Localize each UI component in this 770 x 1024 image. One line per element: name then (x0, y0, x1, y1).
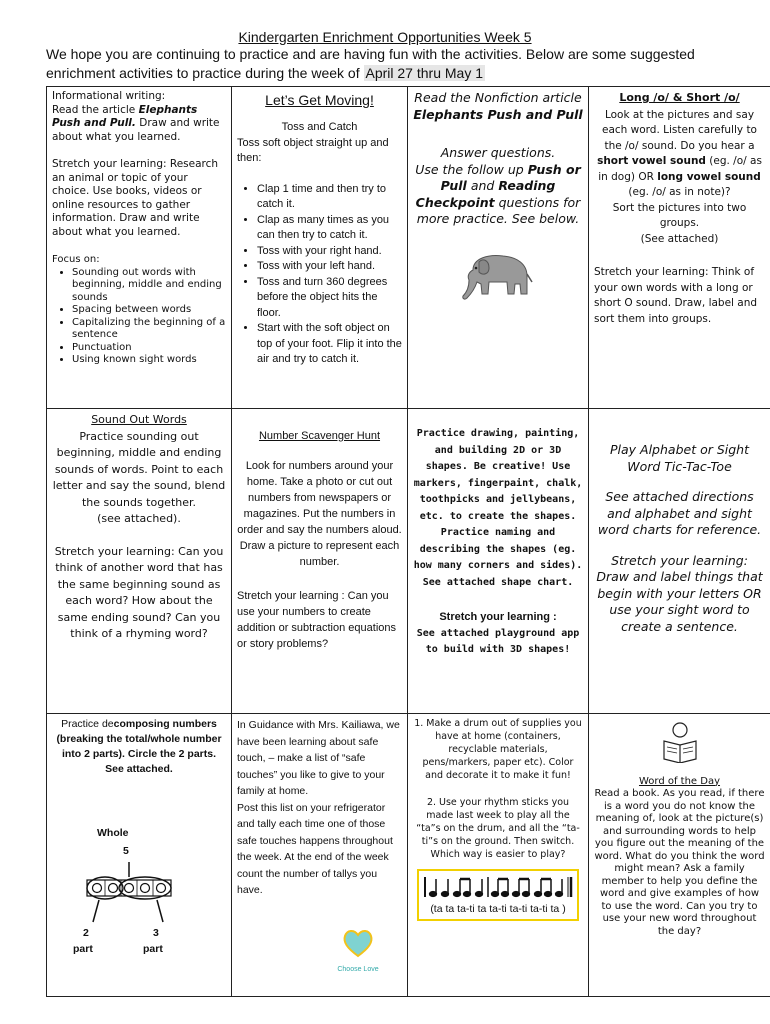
example-note: (eg. /o/ as in note)? (628, 186, 731, 198)
short-vowel-sound: short vowel sound (597, 155, 706, 167)
decomposing-see-attached: See attached. (105, 763, 173, 775)
follow-up-text (413, 162, 583, 228)
sound-out-attached: (see attached). (97, 512, 181, 525)
logo-text: Choose Love (337, 965, 379, 973)
cell-informational-writing (47, 87, 232, 409)
part-a-value: 2 (83, 927, 89, 939)
tic-tac-toe-heading: Play Alphabet or Sight Word Tic-Tac-Toe (609, 442, 749, 474)
read-article-text: Read the article (52, 103, 136, 116)
cell-long-short-o (589, 87, 770, 409)
decomposing-text (52, 717, 226, 762)
scavenger-heading: Number Scavenger Hunt (258, 430, 381, 442)
reading-checkpoint: Reading Checkpoint (415, 178, 556, 210)
see-attached-sort: (See attached) (640, 232, 719, 245)
counter-dot (125, 884, 134, 893)
cell-shapes (408, 409, 589, 714)
rhythm-box (417, 869, 579, 921)
sort-text: Sort the pictures into two groups. (612, 201, 747, 229)
more-practice: questions for more practice. See below. (416, 194, 581, 226)
listen-text: Look at the pictures and say each word. Listen carefully to the /o/ sound. Do you hear a (602, 108, 757, 152)
focus-item: • Spacing between words (72, 304, 226, 317)
toss-intro: Toss soft object straight up and then: (237, 136, 389, 164)
guidance-body-2: Post this list on your refrigerator and tally each time one of those safe touches happens throughout the week. At the end of the week count the number of tallys you have. (237, 801, 393, 896)
toss-item: • Clap as many times as you can then try to catch it. (257, 213, 402, 244)
drum-step-2: 2. Use your rhythm sticks you made last week to play all the “ta”s on the drum, and all the “ta-ti”s on the ground. Then switch. Which way is easier to play? (416, 797, 580, 860)
moving-heading: Let’s Get Moving! (265, 92, 374, 108)
toss-item: • Clap 1 time and then try to catch it. (257, 182, 402, 213)
focus-list (52, 267, 226, 367)
heart-icon (341, 926, 375, 960)
cell-number-scavenger-hunt (232, 409, 408, 714)
word-of-day-body: Read a book. As you read, if there is a word you do not know the meaning of, look at the picture(s) and surrounding words to help you figure out the meaning of the word. What do you think the word might mean? Ask a family member to help you define the word and give examples of how to use the word. Can you try to use your new word throughout the day? (594, 788, 765, 937)
stretch-scavenger: Stretch your learning : Can you use your numbers to create addition or subtraction equations or story problems? (237, 590, 396, 650)
long-vowel-sound: long vowel sound (657, 170, 761, 183)
toss-catch-heading: Toss and Catch (281, 121, 358, 133)
article-instructions (52, 104, 226, 145)
toss-item: • Toss with your right hand. (257, 244, 402, 260)
composing-text: composing numbers (breaking the total/whole number into 2 parts). Circle the 2 parts. (56, 718, 222, 760)
nonfiction-article-title: Elephants Push and Pull (413, 106, 583, 122)
focus-item: • Sounding out words with beginning, middle and ending sounds (72, 267, 226, 305)
dot-frame (87, 880, 171, 896)
sound-out-heading: Sound Out Words (91, 413, 187, 426)
nonfiction-line (413, 90, 583, 123)
focus-item: • Capitalizing the beginning of a sentence (72, 317, 226, 342)
cell-make-a-drum (408, 714, 589, 997)
toss-item: • Toss with your left hand. (257, 259, 402, 275)
push-or-pull: Push or Pull (440, 161, 581, 193)
counter-dot (109, 884, 118, 893)
counter-dot (157, 884, 166, 893)
long-short-text (594, 108, 765, 201)
cell-guidance (232, 714, 408, 997)
cell-sound-out-words (47, 409, 232, 714)
practice-de: Practice de (61, 718, 114, 730)
cell-lets-get-moving (232, 87, 408, 409)
stretch-tic-tac-toe: Stretch your learning: Draw and label things that begin with your letters OR use your sight word to create a sentence. (596, 552, 763, 634)
part-a-connector (93, 900, 99, 922)
counter-dot (93, 884, 102, 893)
part-a-label: part (73, 943, 93, 955)
scavenger-body: Look for numbers around your home. Take a photo or cut out numbers from newspapers or magazines. Put the numbers in order and say the numbers aloud. Draw a picture to represent each number. (237, 460, 402, 568)
article-title: Elephants Push and Pull. (52, 103, 198, 129)
counter-dot (141, 884, 150, 893)
guidance-body: In Guidance with Mrs. Kailiawa, we have been learning about safe touch, – make a list of “safe touches” you like to give to your family at home. (237, 719, 400, 797)
word-of-day-heading: Word of the Day (638, 775, 721, 787)
and-word: and (470, 178, 495, 193)
part-b-label: part (143, 943, 163, 955)
use-follow-up: Use the follow up (415, 161, 524, 177)
focus-item: • Using known sight words (72, 354, 226, 367)
example-dog: (eg. /o/ as in dog) OR (598, 155, 762, 183)
stretch-sound-out: Stretch your learning: Can you think of another word that has the same beginning sound as each word? How about the same ending sound? Can you think of a rhyming word? (54, 544, 224, 640)
cell-decomposing-numbers (47, 714, 232, 997)
part-b-connector (157, 900, 163, 922)
intro-sentence: We hope you are continuing to practice and are having fun with the activities. Below are some suggested enrichment activities to practice during the week of (46, 46, 695, 81)
intro-text (46, 45, 726, 83)
nonfiction-text: Read the Nonfiction article (414, 90, 582, 105)
tic-tac-toe-body: See attached directions and alphabet and sight word charts for reference. (597, 489, 762, 537)
cell-word-of-the-day (589, 714, 770, 997)
shapes-body: Practice drawing, painting, and building 2D or 3D shapes. Be creative! Use markers, fingerpaint, chalk, toothpicks and jellybeans, etc. to create the shapes. Practice naming and describing the shapes (eg. how many corners and sides). See attached shape chart. (413, 428, 583, 588)
answer-questions: Answer questions. (440, 145, 556, 160)
stretch-long-short: Stretch your learning: Think of your own words with a long or short O sound. Draw, label and sort them into groups. (594, 266, 758, 325)
number-bond-diagram (69, 858, 189, 928)
toss-item: • Start with the soft object on top of your foot. Flip it into the air and try to catch it. (257, 321, 402, 368)
elephant-icon (459, 248, 537, 304)
activity-grid (46, 86, 770, 997)
focus-item: • Punctuation (72, 342, 226, 355)
toss-list (237, 182, 402, 368)
part-b-value: 3 (153, 927, 159, 939)
cell-tic-tac-toe (589, 409, 770, 714)
page-title: Kindergarten Enrichment Opportunities Week 5 (238, 29, 532, 45)
sound-out-body: Practice sounding out beginning, middle and ending sounds of words. Point to each letter and say the sound, blend the sounds together. (52, 429, 226, 509)
drum-step-1: 1. Make a drum out of supplies you have at home (containers, recyclable materials, pens/markers, paper etc). Color and decorate it to make it fun! (414, 718, 582, 781)
draw-write-text: Draw and write about what you learned. (52, 117, 220, 143)
long-short-o-heading: Long /o/ & Short /o/ (619, 91, 740, 104)
focus-label: Focus on: (52, 254, 100, 265)
stretch-shapes-label: Stretch your learning : (439, 611, 557, 623)
whole-label: Whole (97, 827, 129, 839)
rhythm-notation-icon (423, 875, 573, 899)
stretch-shapes: See attached playground app to build with 3D shapes! (416, 627, 580, 655)
informational-label: Informational writing: (52, 90, 166, 102)
toss-item: • Toss and turn 360 degrees before the object hits the floor. (257, 275, 402, 322)
week-dates: April 27 thru May 1 (365, 65, 483, 81)
rhythm-label: (ta ta ta-ti ta ta-ti ta-ti ta-ti ta ) (430, 903, 566, 915)
stretch-research: Stretch your learning: Research an animal or topic of your choice. Use books, videos or online resources to gather information. Draw and write about what you learned. (52, 158, 219, 238)
cell-nonfiction-article (408, 87, 589, 409)
whole-value: 5 (123, 845, 129, 857)
choose-love-logo (334, 926, 382, 974)
child-reading-icon (658, 719, 702, 763)
